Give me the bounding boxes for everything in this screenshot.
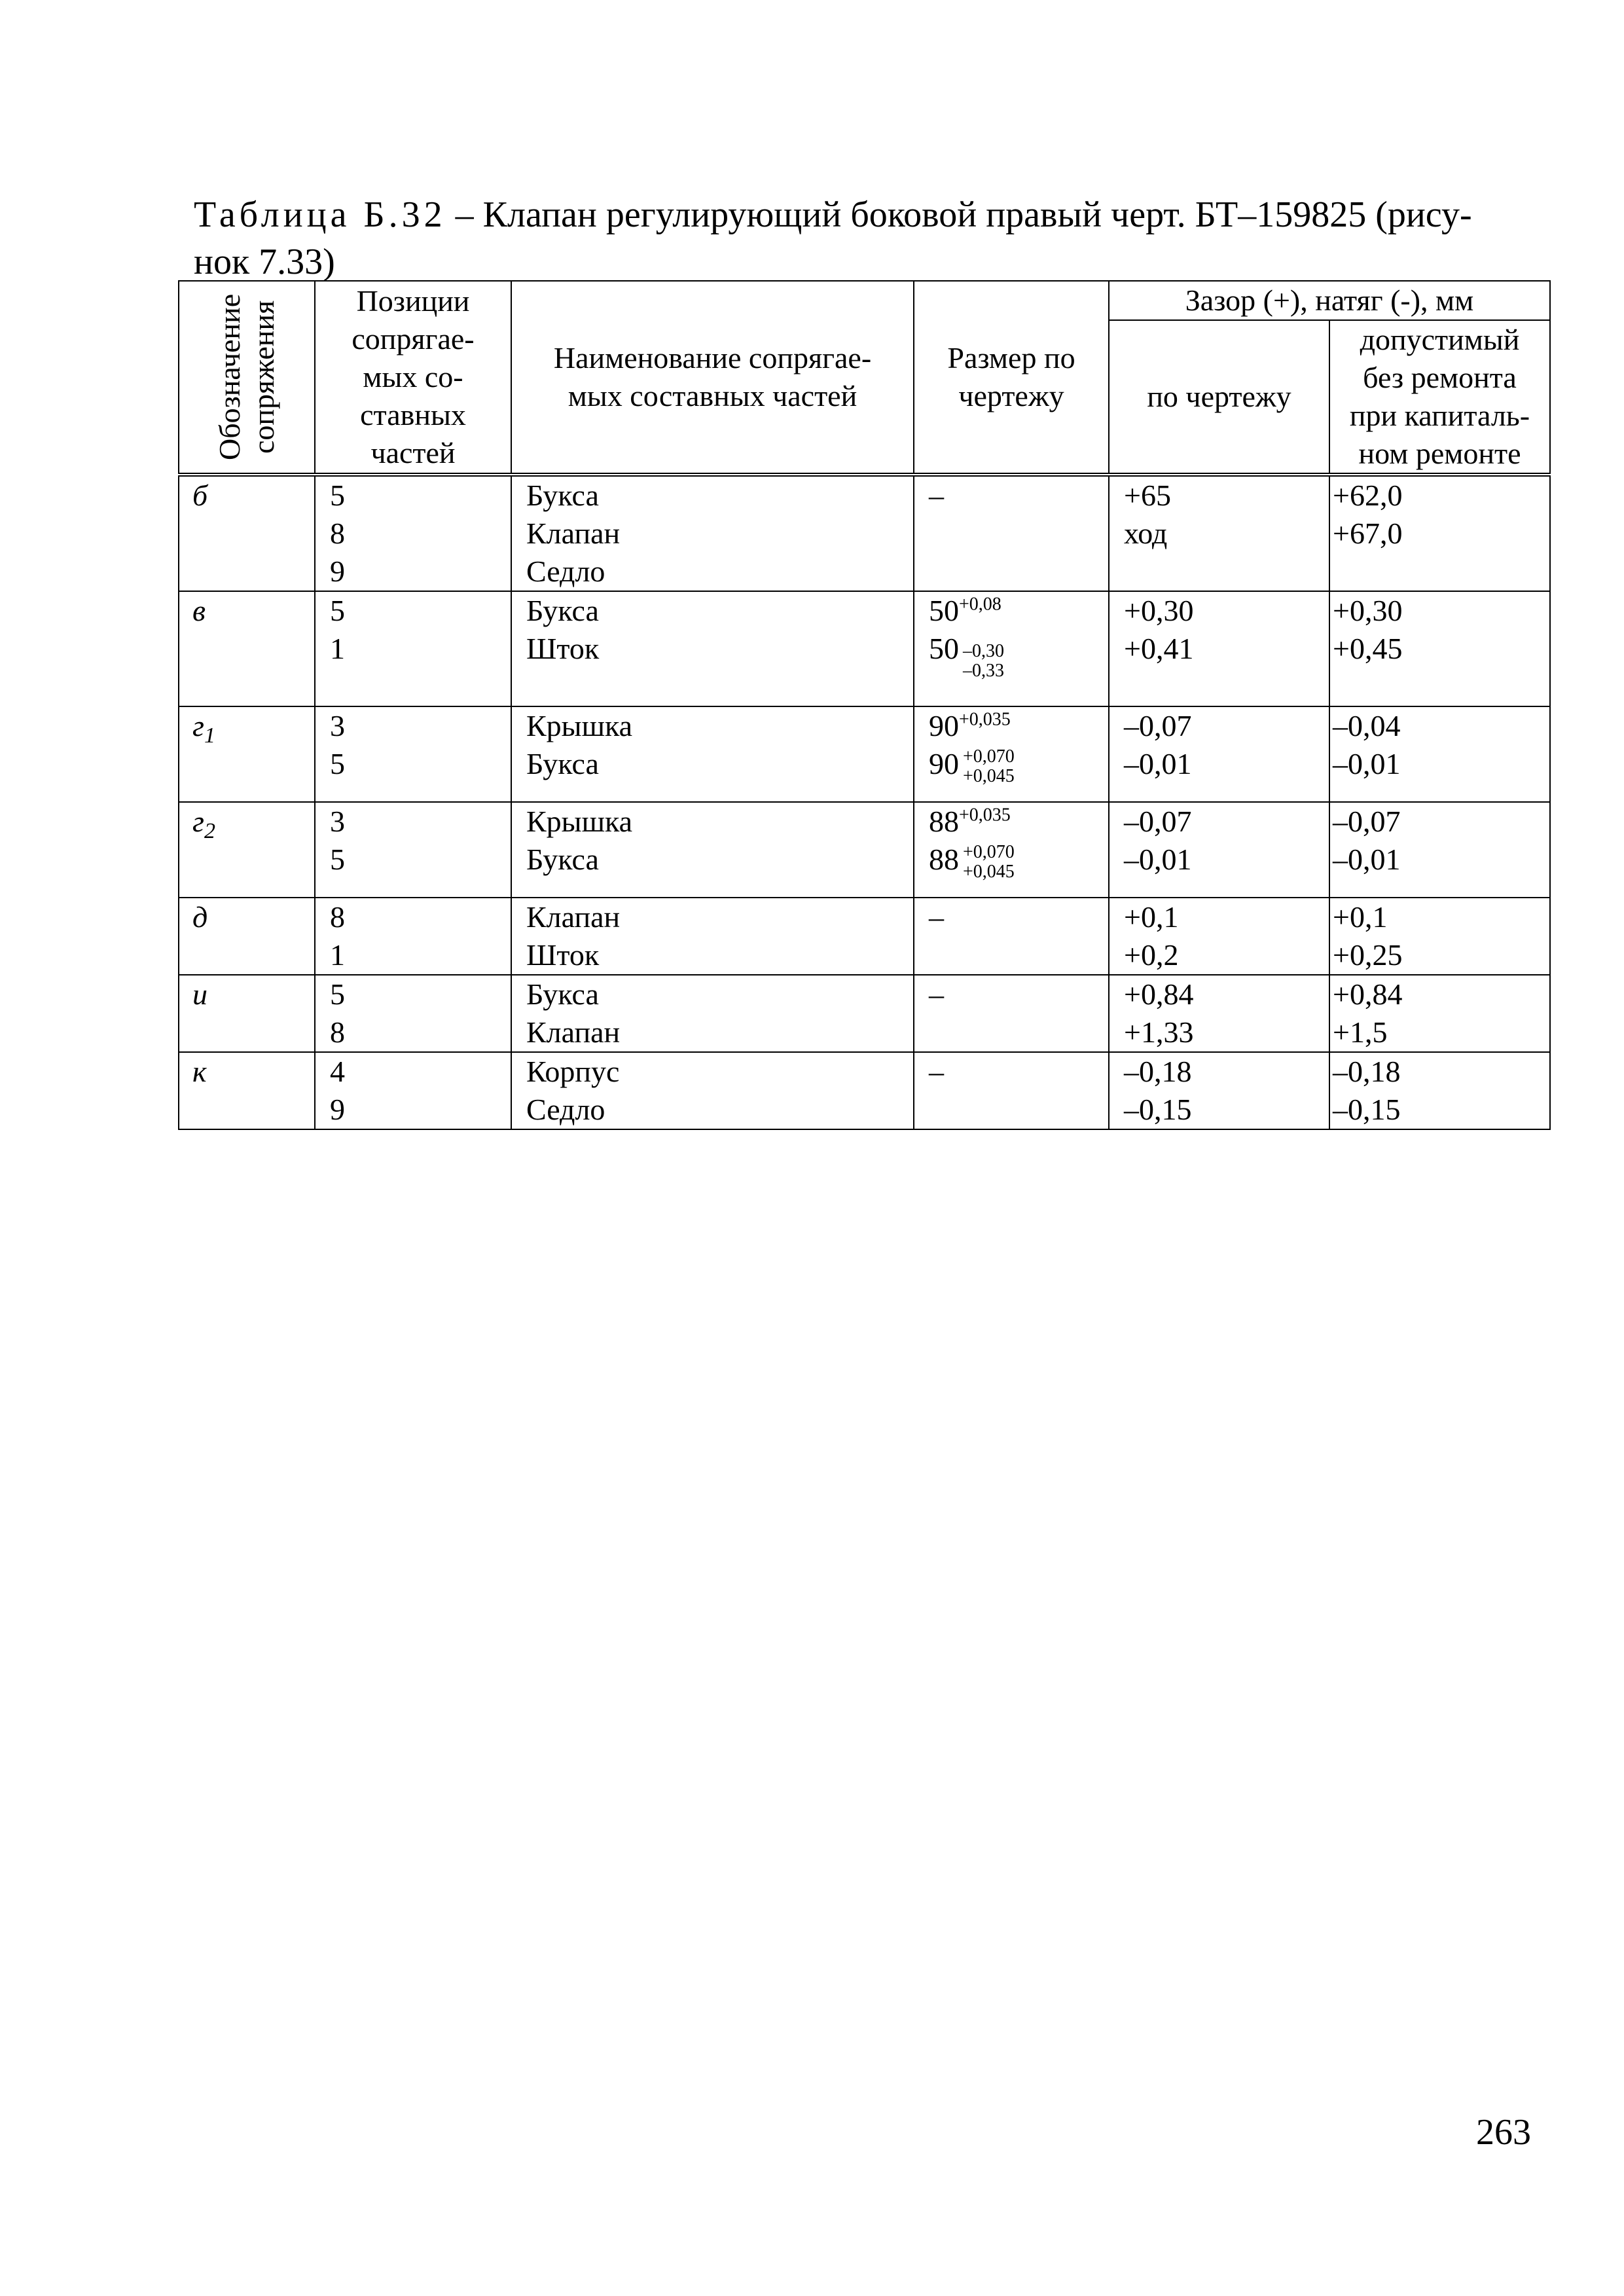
designation-cell: б xyxy=(179,475,315,591)
gap-allowed-cell: +0,1 +0,25 xyxy=(1329,898,1550,975)
positions-cell: 5 1 xyxy=(315,591,511,706)
header-designation: Обозначение сопряжения xyxy=(179,281,315,475)
size-cell: $50^{+0,08}$ 50 –0,30 –0,33 xyxy=(914,591,1109,706)
table-row xyxy=(179,975,1550,1052)
table-row xyxy=(179,1052,1550,1129)
size-cell: – xyxy=(914,898,1109,975)
header-size: Размер по чертежу xyxy=(914,281,1109,475)
designation-cell: к xyxy=(179,1052,315,1129)
designation-cell: $г_1$ xyxy=(179,706,315,802)
positions-cell: 5 8 9 xyxy=(315,475,511,591)
page-number: 263 xyxy=(1476,2112,1531,2153)
header-allowed: допустимый без ремонта при капиталь- ном ремонте xyxy=(1329,320,1550,475)
header-gap-group: Зазор (+), натяг (-), мм xyxy=(1109,281,1550,320)
gap-drawing-cell: +0,30 +0,41 xyxy=(1109,591,1329,706)
header-by-drawing: по чертежу xyxy=(1109,320,1329,475)
name-cell: Клапан Шток xyxy=(511,898,914,975)
designation-cell: в xyxy=(179,591,315,706)
designation-cell: $г_2$ xyxy=(179,802,315,898)
name-cell: Букса Клапан Седло xyxy=(511,475,914,591)
positions-cell: 3 5 xyxy=(315,706,511,802)
name-cell: Крышка Букса xyxy=(511,706,914,802)
gap-drawing-cell: –0,07 –0,01 xyxy=(1109,706,1329,802)
table-row xyxy=(179,475,1550,591)
positions-cell: 3 5 xyxy=(315,802,511,898)
gap-allowed-cell: +0,30 +0,45 xyxy=(1329,591,1550,706)
gap-allowed-cell: +62,0 +67,0 xyxy=(1329,475,1550,591)
spec-table xyxy=(178,280,1551,1130)
gap-drawing-cell: +0,1 +0,2 xyxy=(1109,898,1329,975)
designation-cell: д xyxy=(179,898,315,975)
positions-cell: 5 8 xyxy=(315,975,511,1052)
table-row xyxy=(179,591,1550,706)
size-cell: – xyxy=(914,475,1109,591)
gap-drawing-cell: +65 ход xyxy=(1109,475,1329,591)
name-cell: Крышка Букса xyxy=(511,802,914,898)
table-row xyxy=(179,898,1550,975)
gap-drawing-cell: –0,07 –0,01 xyxy=(1109,802,1329,898)
table-row xyxy=(179,802,1550,898)
size-cell: – xyxy=(914,1052,1109,1129)
caption-text: – Клапан регулирующий боковой правый черт. БТ–159825 (рису- xyxy=(446,194,1472,235)
table-row xyxy=(179,706,1550,802)
gap-allowed-cell: +0,84 +1,5 xyxy=(1329,975,1550,1052)
name-cell: Букса Клапан xyxy=(511,975,914,1052)
name-cell: Букса Шток xyxy=(511,591,914,706)
designation-cell: и xyxy=(179,975,315,1052)
size-cell: $90^{+0,035}$ 90 +0,070 +0,045 xyxy=(914,706,1109,802)
gap-allowed-cell: –0,04 –0,01 xyxy=(1329,706,1550,802)
gap-allowed-cell: –0,18 –0,15 xyxy=(1329,1052,1550,1129)
header-name: Наименование сопрягае- мых составных частей xyxy=(511,281,914,475)
size-cell: – xyxy=(914,975,1109,1052)
size-cell: $88^{+0,035}$ 88 +0,070 +0,045 xyxy=(914,802,1109,898)
name-cell: Корпус Седло xyxy=(511,1052,914,1129)
caption-text-cont: нок 7.33) xyxy=(194,242,335,282)
table-caption xyxy=(194,191,1555,285)
positions-cell: 4 9 xyxy=(315,1052,511,1129)
gap-allowed-cell: –0,07 –0,01 xyxy=(1329,802,1550,898)
gap-drawing-cell: –0,18 –0,15 xyxy=(1109,1052,1329,1129)
header-positions: Позиции сопрягае- мых со- ставных частей xyxy=(315,281,511,475)
caption-prefix: Таблица Б.32 xyxy=(194,194,446,235)
gap-drawing-cell: +0,84 +1,33 xyxy=(1109,975,1329,1052)
positions-cell: 8 1 xyxy=(315,898,511,975)
